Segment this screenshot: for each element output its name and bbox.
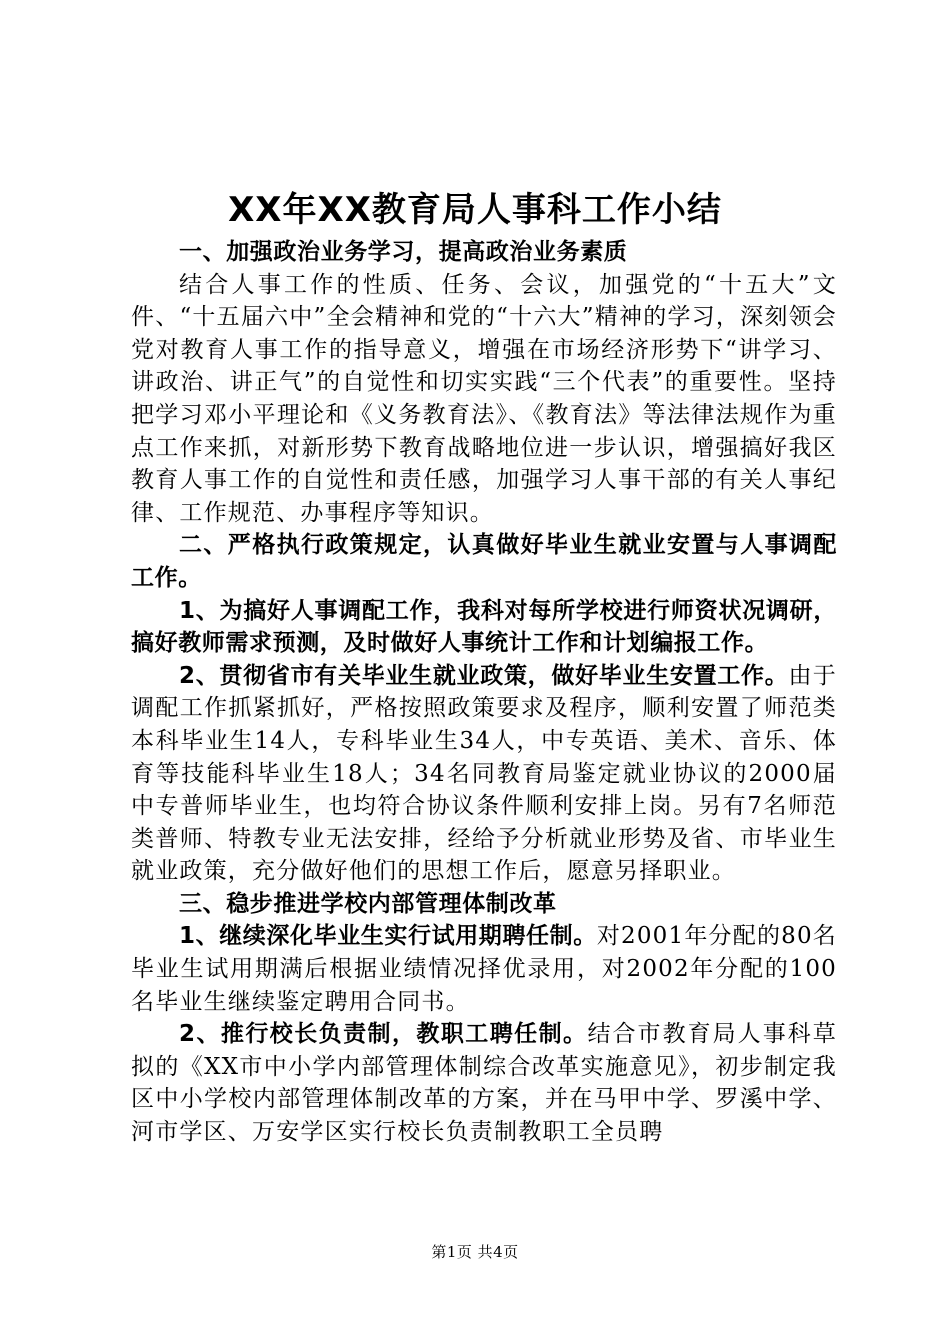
section-3-heading: 三、稳步推进学校内部管理体制改革 — [179, 890, 557, 917]
section-2-heading: 二、严格执行政策规定，认真做好毕业生就业安置与人事调配工作。 — [131, 532, 837, 591]
section-2-item-2-body: 由于调配工作抓紧抓好，严格按照政策要求及程序，顺利安置了师范类本科毕业生14人，专科毕业生34人，中专英语、美术、音乐、体育等技能科毕业生18人；34名同教育局鉴定就业协议的2000届中专普师毕业生，也均符合协议条件顺利安排上岗。另有7名师范类普师、特教专业无法安排，经给予分析就业形势及省、市毕业生就业政策，充分做好他们的思想工作后，愿意另择职业。 — [131, 662, 837, 885]
section-3-item-1-lead: 1、继续深化毕业生实行试用期聘任制。 — [179, 923, 597, 950]
section-3-item-2 — [131, 1018, 837, 1148]
section-3-item-2-body: 结合市教育局人事科草拟的《XX市中小学内部管理体制综合改革实施意见》，初步制定我区中小学校内部管理体制改革的方案，并在马甲中学、罗溪中学、河市学区、万安学区实行校长负责制教职工全员聘 — [131, 1021, 837, 1146]
section-2-item-2 — [131, 660, 837, 888]
document-title: XX年XX教育局人事科工作小结 — [228, 190, 722, 230]
document-body — [131, 236, 837, 1149]
section-2-item-1: 1、为搞好人事调配工作，我科对每所学校进行师资状况调研，搞好教师需求预测，及时做好人事统计工作和计划编报工作。 — [131, 597, 837, 657]
section-3-item-2-lead: 2、推行校长负责制，教职工聘任制。 — [179, 1021, 588, 1048]
section-3-item-1-body: 对2001年分配的80名毕业生试用期满后根据业绩情况择优录用，对2002年分配的100名毕业生继续鉴定聘用合同书。 — [131, 923, 838, 1015]
section-1-paragraph: 结合人事工作的性质、任务、会议，加强党的“十五大”文件、“十五届六中”全会精神和党的“十六大”精神的学习，深刻领会党对教育人事工作的指导意义，增强在市场经济形势下“讲学习、讲政治、讲正气”的自觉性和切实实践“三个代表”的重要性。坚持把学习邓小平理论和《义务教育法》、《教育法》等法律法规作为重点工作来抓，对新形势下教育战略地位进一步认识，增强搞好我区教育人事工作的自觉性和责任感，加强学习人事干部的有关人事纪律、工作规范、办事程序等知识。 — [131, 271, 837, 526]
section-2-item-2-lead: 2、贯彻省市有关毕业生就业政策，做好毕业生安置工作。 — [179, 662, 789, 689]
page-number-footer: 第1页 共4页 — [431, 1243, 519, 1261]
section-1-heading: 一、加强政治业务学习，提高政治业务素质 — [179, 239, 628, 265]
section-3-item-1 — [131, 920, 837, 1018]
